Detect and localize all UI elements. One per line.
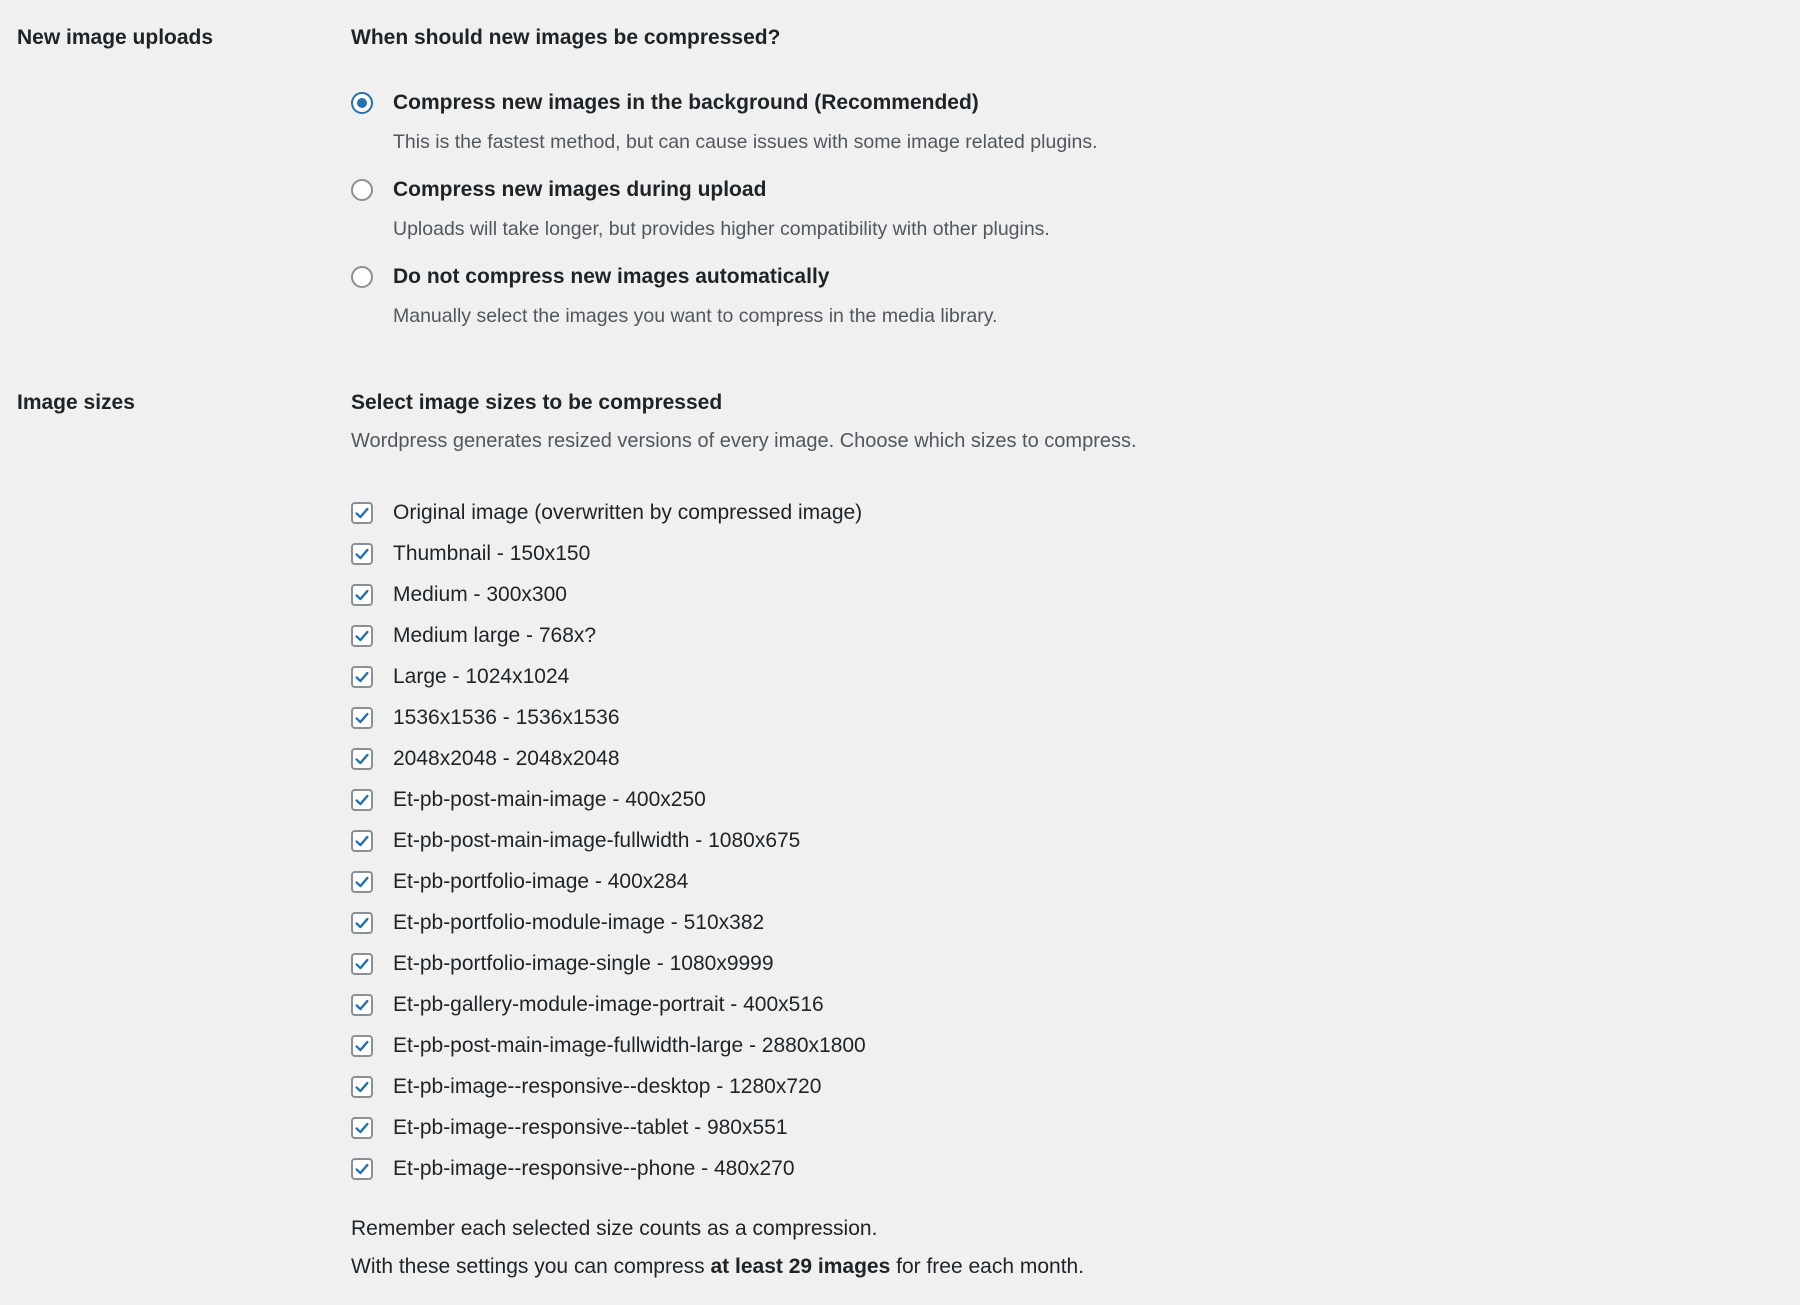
image-size-checkbox[interactable]	[351, 1035, 373, 1057]
image-size-checkbox[interactable]	[351, 748, 373, 770]
image-size-label[interactable]: Thumbnail - 150x150	[393, 541, 591, 565]
image-size-checkbox[interactable]	[351, 871, 373, 893]
checkmark-icon	[353, 504, 371, 522]
image-size-row[interactable]	[351, 1107, 866, 1148]
image-size-row[interactable]	[351, 697, 866, 738]
radio-button-during-upload[interactable]	[351, 179, 373, 201]
image-size-label[interactable]: Et-pb-portfolio-image - 400x284	[393, 869, 689, 893]
image-sizes-heading: Select image sizes to be compressed	[351, 391, 723, 414]
image-size-row[interactable]	[351, 820, 866, 861]
image-size-label[interactable]: Et-pb-post-main-image - 400x250	[393, 787, 706, 811]
checkmark-icon	[353, 1119, 371, 1137]
image-size-label[interactable]: Et-pb-gallery-module-image-portrait - 400x516	[393, 992, 824, 1016]
image-size-row[interactable]	[351, 779, 866, 820]
image-size-checkbox[interactable]	[351, 502, 373, 524]
image-size-row[interactable]	[351, 615, 866, 656]
image-size-label[interactable]: Et-pb-image--responsive--desktop - 1280x720	[393, 1074, 822, 1098]
checkmark-icon	[353, 1037, 371, 1055]
radio-label-during-upload[interactable]: Compress new images during upload	[393, 178, 767, 201]
image-size-checkbox[interactable]	[351, 1076, 373, 1098]
image-size-label[interactable]: Medium - 300x300	[393, 582, 567, 606]
image-size-label[interactable]: 2048x2048 - 2048x2048	[393, 746, 620, 770]
image-size-row[interactable]	[351, 574, 866, 615]
image-size-label[interactable]: Et-pb-post-main-image-fullwidth-large - 2880x1800	[393, 1033, 866, 1057]
checkmark-icon	[353, 627, 371, 645]
image-size-row[interactable]	[351, 1066, 866, 1107]
radio-option-background[interactable]	[351, 89, 979, 117]
radio-option-during-upload[interactable]	[351, 176, 766, 204]
image-size-row[interactable]	[351, 1025, 866, 1066]
image-size-checkbox[interactable]	[351, 1117, 373, 1139]
checkmark-icon	[353, 873, 371, 891]
checkmark-icon	[353, 791, 371, 809]
image-size-list	[351, 492, 866, 1189]
monthly-estimate-prefix: With these settings you can compress	[351, 1255, 711, 1278]
image-size-label[interactable]: 1536x1536 - 1536x1536	[393, 705, 620, 729]
compression-timing-question: When should new images be compressed?	[351, 26, 781, 49]
image-size-row[interactable]	[351, 533, 866, 574]
checkmark-icon	[353, 996, 371, 1014]
section-label-new-uploads: New image uploads	[17, 26, 214, 49]
image-size-row[interactable]	[351, 1148, 866, 1189]
image-size-row[interactable]	[351, 861, 866, 902]
radio-description-manual: Manually select the images you want to compress in the media library.	[393, 305, 998, 327]
monthly-estimate-note	[351, 1255, 1084, 1279]
checkmark-icon	[353, 586, 371, 604]
radio-label-background[interactable]: Compress new images in the background (Recommended)	[393, 91, 979, 114]
image-size-label[interactable]: Medium large - 768x?	[393, 623, 597, 647]
image-size-row[interactable]	[351, 738, 866, 779]
image-size-checkbox[interactable]	[351, 953, 373, 975]
radio-button-manual[interactable]	[351, 266, 373, 288]
image-size-label[interactable]: Large - 1024x1024	[393, 664, 570, 688]
checkmark-icon	[353, 668, 371, 686]
image-size-checkbox[interactable]	[351, 1158, 373, 1180]
image-size-label[interactable]: Et-pb-image--responsive--tablet - 980x551	[393, 1115, 788, 1139]
image-size-checkbox[interactable]	[351, 584, 373, 606]
monthly-estimate-suffix: for free each month.	[890, 1255, 1085, 1278]
image-size-label[interactable]: Et-pb-image--responsive--phone - 480x270	[393, 1156, 795, 1180]
checkmark-icon	[353, 832, 371, 850]
image-size-label[interactable]: Original image (overwritten by compressed image)	[393, 500, 863, 524]
image-size-label[interactable]: Et-pb-post-main-image-fullwidth - 1080x675	[393, 828, 801, 852]
image-size-row[interactable]	[351, 984, 866, 1025]
checkmark-icon	[353, 545, 371, 563]
image-size-row[interactable]	[351, 943, 866, 984]
image-size-checkbox[interactable]	[351, 912, 373, 934]
image-size-checkbox[interactable]	[351, 789, 373, 811]
image-size-label[interactable]: Et-pb-portfolio-module-image - 510x382	[393, 910, 765, 934]
image-sizes-description: Wordpress generates resized versions of every image. Choose which sizes to compress.	[351, 430, 1137, 452]
image-size-checkbox[interactable]	[351, 994, 373, 1016]
compression-count-note: Remember each selected size counts as a compression.	[351, 1217, 878, 1240]
image-size-checkbox[interactable]	[351, 625, 373, 647]
radio-option-manual[interactable]	[351, 263, 829, 291]
section-label-image-sizes: Image sizes	[17, 391, 135, 414]
checkmark-icon	[353, 1160, 371, 1178]
radio-label-manual[interactable]: Do not compress new images automatically	[393, 265, 830, 288]
image-size-checkbox[interactable]	[351, 666, 373, 688]
image-size-checkbox[interactable]	[351, 830, 373, 852]
image-size-checkbox[interactable]	[351, 707, 373, 729]
image-size-label[interactable]: Et-pb-portfolio-image-single - 1080x9999	[393, 951, 774, 975]
radio-button-background[interactable]	[351, 92, 373, 114]
image-size-checkbox[interactable]	[351, 543, 373, 565]
radio-description-background: This is the fastest method, but can cause issues with some image related plugins.	[393, 131, 1098, 153]
monthly-estimate-count: at least 29 images	[710, 1255, 891, 1278]
checkmark-icon	[353, 750, 371, 768]
checkmark-icon	[353, 955, 371, 973]
image-size-row[interactable]	[351, 492, 866, 533]
image-size-row[interactable]	[351, 902, 866, 943]
image-size-row[interactable]	[351, 656, 866, 697]
checkmark-icon	[353, 1078, 371, 1096]
radio-description-during-upload: Uploads will take longer, but provides higher compatibility with other plugins.	[393, 218, 1050, 240]
checkmark-icon	[353, 709, 371, 727]
checkmark-icon	[353, 914, 371, 932]
